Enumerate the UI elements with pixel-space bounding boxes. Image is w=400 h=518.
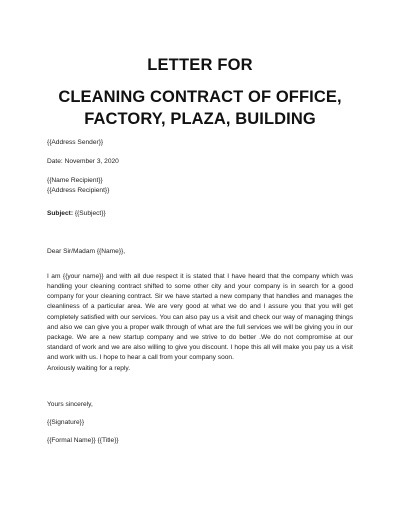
name-recipient: {{Name Recipient}}	[47, 177, 103, 184]
formal-name-title: {{Formal Name}} {{Title}}	[47, 437, 119, 444]
closing-line: Anxiously waiting for a reply.	[47, 365, 131, 372]
subject-label: Subject:	[47, 210, 74, 217]
letter-title-line2: CLEANING CONTRACT OF OFFICE, FACTORY, PLAZA, BUILDING	[58, 88, 342, 128]
letter-date: Date: November 3, 2020	[47, 158, 119, 165]
address-sender: {{Address Sender}}	[47, 139, 104, 146]
sign-off: Yours sincerely,	[47, 401, 93, 408]
subject-line	[47, 209, 106, 219]
signature: {{Signature}}	[47, 419, 85, 426]
salutation: Dear Sir/Madam {{Name}},	[47, 248, 126, 255]
address-recipient: {{Address Recipient}}	[47, 187, 110, 194]
letter-body: I am {{your name}} and with all due respect it is stated that I have heard that the company which was handling your cleaning contract shifted to some other city and your company is in search for a good company for your cleaning contract. Sir we have started a new company that handles and manages the cleanliness of a particular area. We are very good at what we do and I assure you that you will get completely satisfied with our services. You can also pay us a visit and check our way of managing things and also we can give you a proper walk through of what are the full services we will be giving you in our package. We are a new startup company and we strive to do better .We do not compromise at our standard of work and we are also willing to give you discount. I hope this all will make you pay us a visit and work with us. I hope to hear a call from your company soon.	[47, 273, 353, 362]
letter-title-line1: LETTER FOR	[147, 56, 253, 74]
subject-value: {{Subject}}	[73, 210, 106, 217]
